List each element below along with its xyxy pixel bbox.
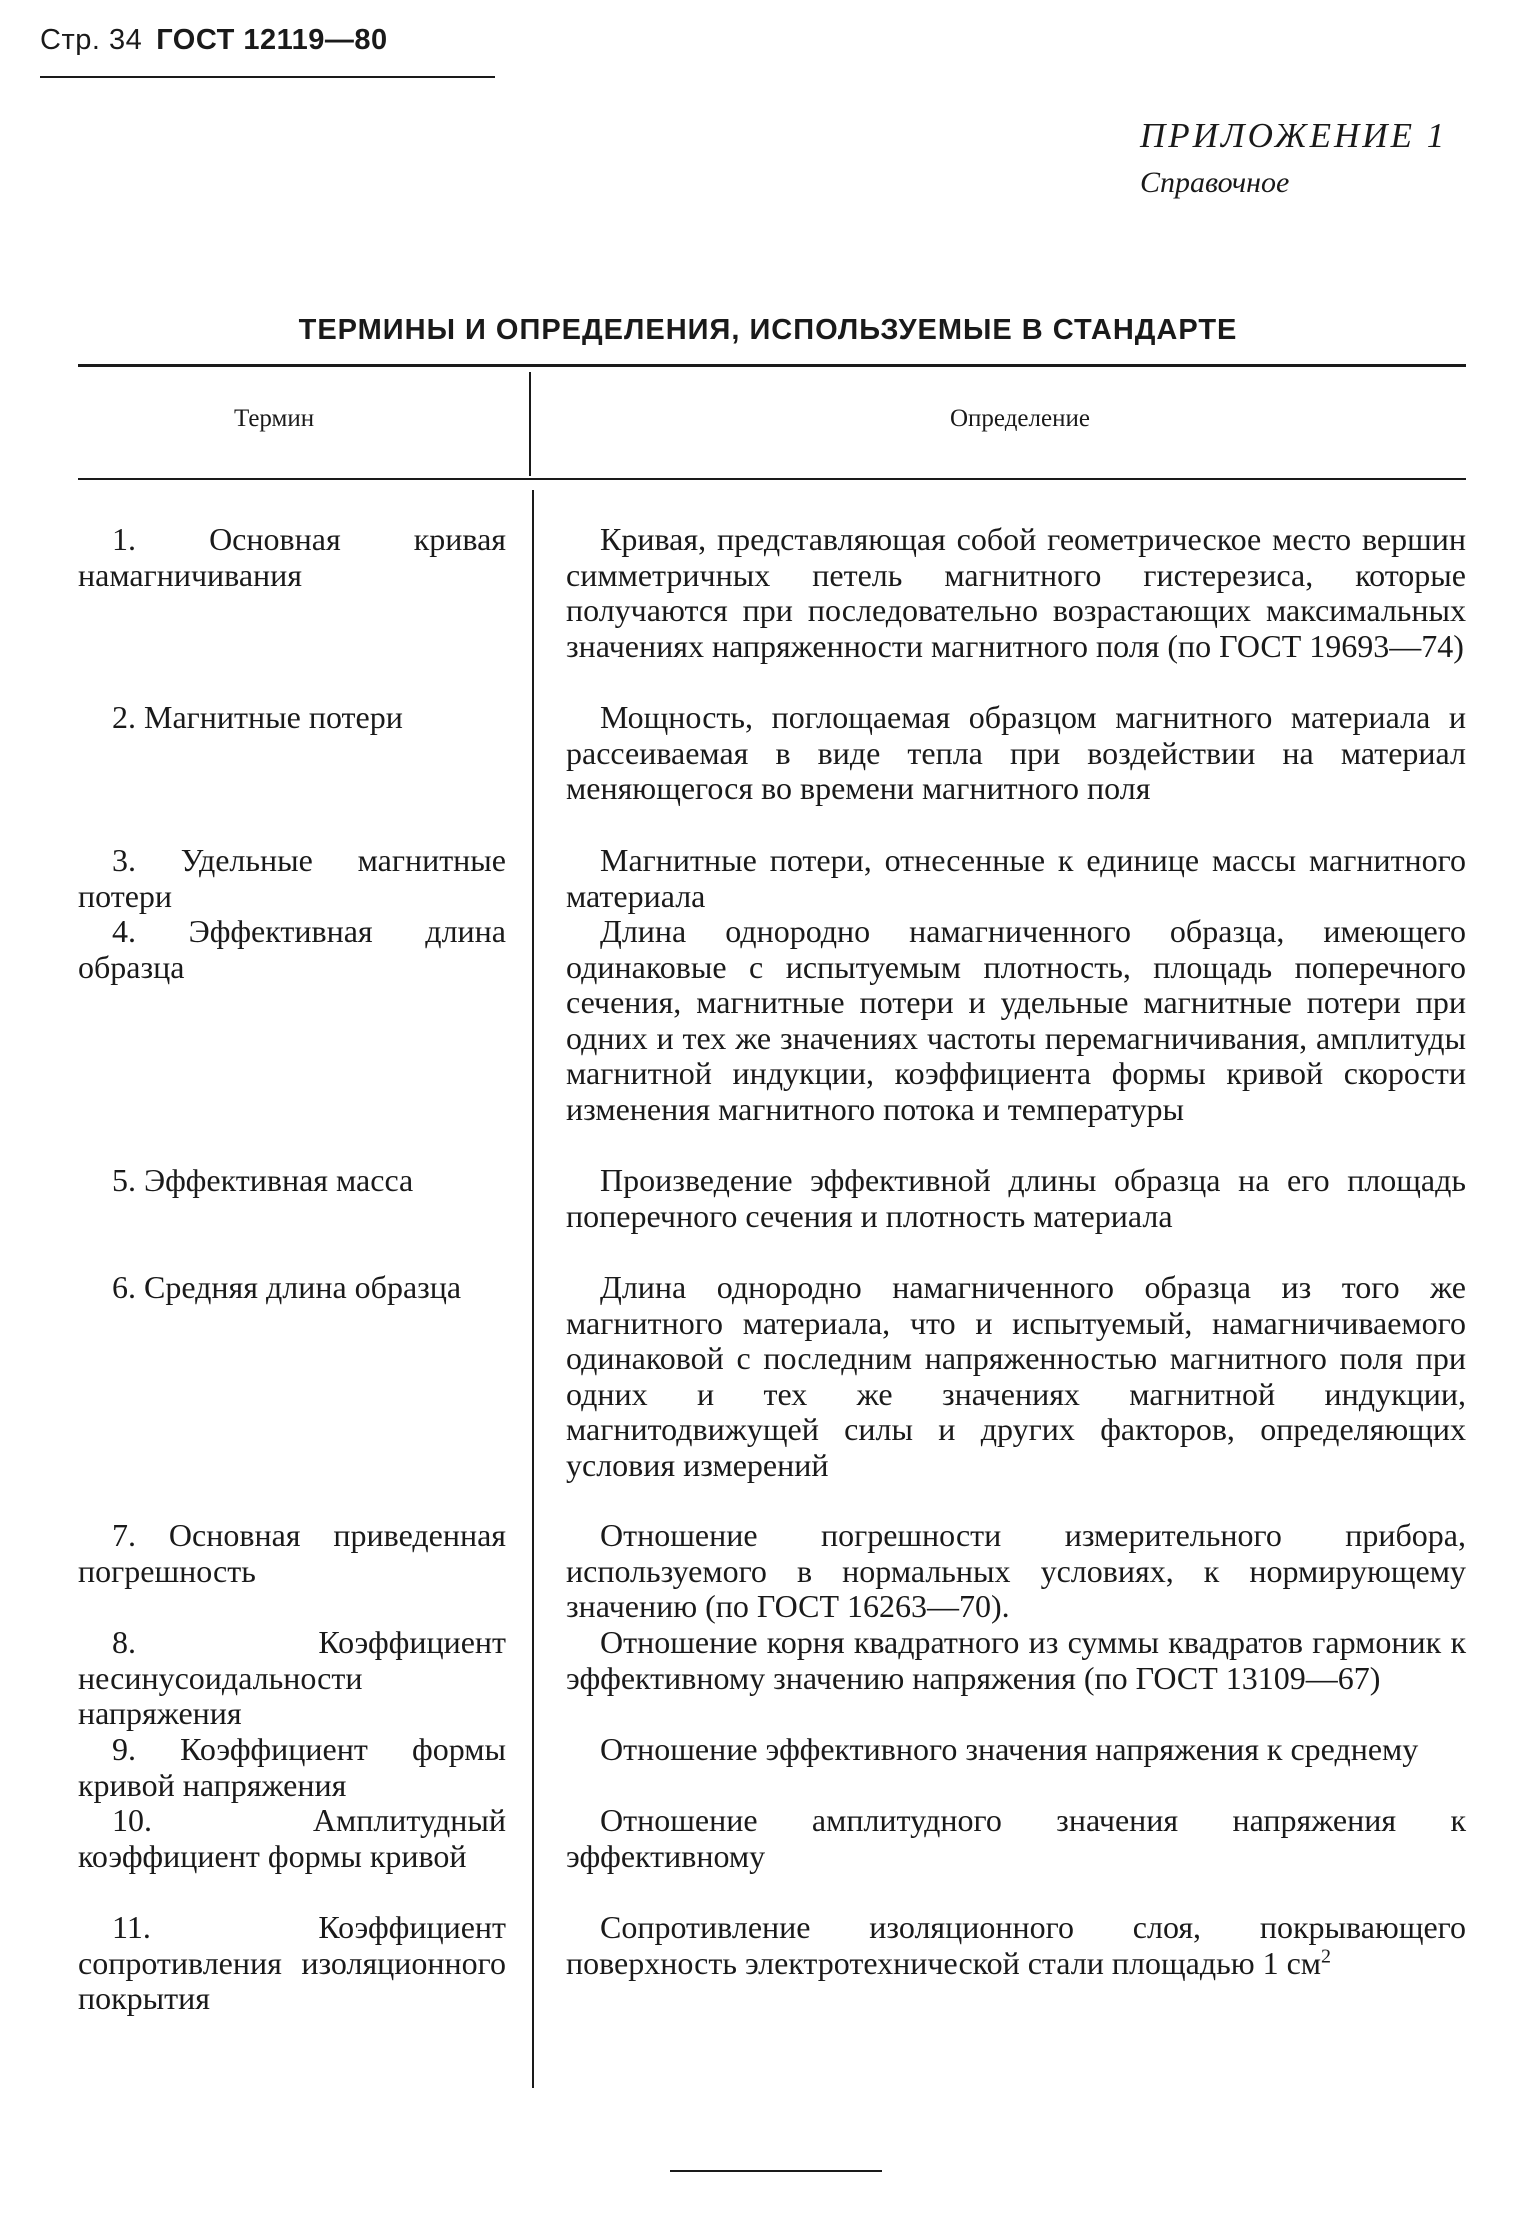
table-row-definition <box>566 914 1466 1127</box>
table-row-term <box>78 1732 506 1803</box>
column-header-term: Термин <box>234 405 315 432</box>
standard-code: ГОСТ 12119—80 <box>156 24 388 56</box>
table-row-term <box>78 1518 506 1589</box>
term-text: 6. Средняя длина образца <box>112 1269 462 1305</box>
table-row-term <box>78 1625 506 1732</box>
table-row-definition <box>566 1518 1466 1625</box>
definition-text: Отношение амплитудного значения напряжения к эффективному <box>566 1802 1466 1874</box>
term-text: 8. Коэффициент несинусоидальности напряжения <box>78 1624 506 1731</box>
term-text: 1. Основная кривая намагничивания <box>78 521 506 593</box>
table-row-term <box>78 700 506 736</box>
term-text: 2. Магнитные потери <box>112 699 403 735</box>
appendix-subtitle: Справочное <box>1140 166 1290 199</box>
table-top-rule <box>78 364 1466 367</box>
column-header-definition: Определение <box>950 405 1090 432</box>
definition-text: Сопротивление изоляционного слоя, покрывающего поверхность электротехнической стали площадью 1 см <box>566 1909 1466 1981</box>
definition-text: Отношение корня квадратного из суммы квадратов гармоник к эффективному значению напряжения (по ГОСТ 13109—67) <box>566 1624 1466 1696</box>
definition-text: Мощность, поглощаемая образцом магнитного материала и рассеиваемая в виде тепла при воздействии на материал меняющегося во времени магнитного поля <box>566 699 1466 806</box>
term-text: 4. Эффективная длина образца <box>78 913 506 985</box>
term-text: 3. Удельные магнитные потери <box>78 842 506 914</box>
definition-text: Произведение эффективной длины образца на его площадь поперечного сечения и плотность материала <box>566 1162 1466 1234</box>
table-row-definition <box>566 1910 1466 1981</box>
table-row-term <box>78 1270 506 1306</box>
definition-superscript: 2 <box>1321 1944 1332 1967</box>
footer-rule <box>670 2170 882 2172</box>
table-row-definition <box>566 1732 1466 1768</box>
term-text: 11. Коэффициент сопротивления изоляционного покрытия <box>78 1909 506 2016</box>
table-row-term <box>78 843 506 914</box>
table-row-term <box>78 1163 506 1199</box>
table-row-term <box>78 914 506 985</box>
table-row-definition <box>566 700 1466 807</box>
column-divider-header <box>529 372 531 476</box>
section-title: ТЕРМИНЫ И ОПРЕДЕЛЕНИЯ, ИСПОЛЬЗУЕМЫЕ В СТАНДАРТЕ <box>298 314 1238 346</box>
definition-text: Длина однородно намагниченного образца из того же магнитного материала, что и испытуемый, намагничиваемого одинаковой с последним напряженностью магнитного поля при одних и тех же значениях магнитной индукции, магнитодвижущей силы и других факторов, определяющих условия измерений <box>566 1269 1466 1483</box>
definition-text: Кривая, представляющая собой геометрическое место вершин симметричных петель магнитного гистерезиса, которые получаются при последовательно возрастающих максимальных значениях напряженности магнитного поля (по ГОСТ 19693—74) <box>566 521 1466 664</box>
term-text: 7. Основная приведенная погрешность <box>78 1517 506 1589</box>
table-row-definition <box>566 1625 1466 1696</box>
table-row-definition <box>566 1270 1466 1483</box>
term-text: 10. Амплитудный коэффициент формы кривой <box>78 1802 506 1874</box>
definition-text: Магнитные потери, отнесенные к единице массы магнитного материала <box>566 842 1466 914</box>
page-number: Стр. 34 <box>40 24 143 56</box>
table-row-term <box>78 1910 506 2017</box>
table-row-term <box>78 1803 506 1874</box>
table-row-definition <box>566 1163 1466 1234</box>
table-row-definition <box>566 843 1466 914</box>
header-rule <box>40 76 495 78</box>
page-header <box>40 24 388 57</box>
definition-text: Длина однородно намагниченного образца, имеющего одинаковые с испытуемым плотность, площадь поперечного сечения, магнитные потери и удельные магнитные потери при одних и тех же значениях частоты перемагничивания, амплитуды магнитной индукции, коэффициента формы кривой скорости изменения магнитного потока и температуры <box>566 913 1466 1127</box>
table-row-definition <box>566 1803 1466 1874</box>
table-row-definition <box>566 522 1466 664</box>
definition-text: Отношение эффективного значения напряжения к среднему <box>600 1731 1419 1767</box>
term-text: 5. Эффективная масса <box>112 1162 414 1198</box>
term-text: 9. Коэффициент формы кривой напряжения <box>78 1731 506 1803</box>
appendix-title: ПРИЛОЖЕНИЕ 1 <box>1140 116 1448 155</box>
definition-text: Отношение погрешности измерительного прибора, используемого в нормальных условиях, к нормирующему значению (по ГОСТ 16263—70). <box>566 1517 1466 1624</box>
column-divider-body <box>532 490 534 2088</box>
table-header-rule <box>78 478 1466 480</box>
table-row-term <box>78 522 506 593</box>
